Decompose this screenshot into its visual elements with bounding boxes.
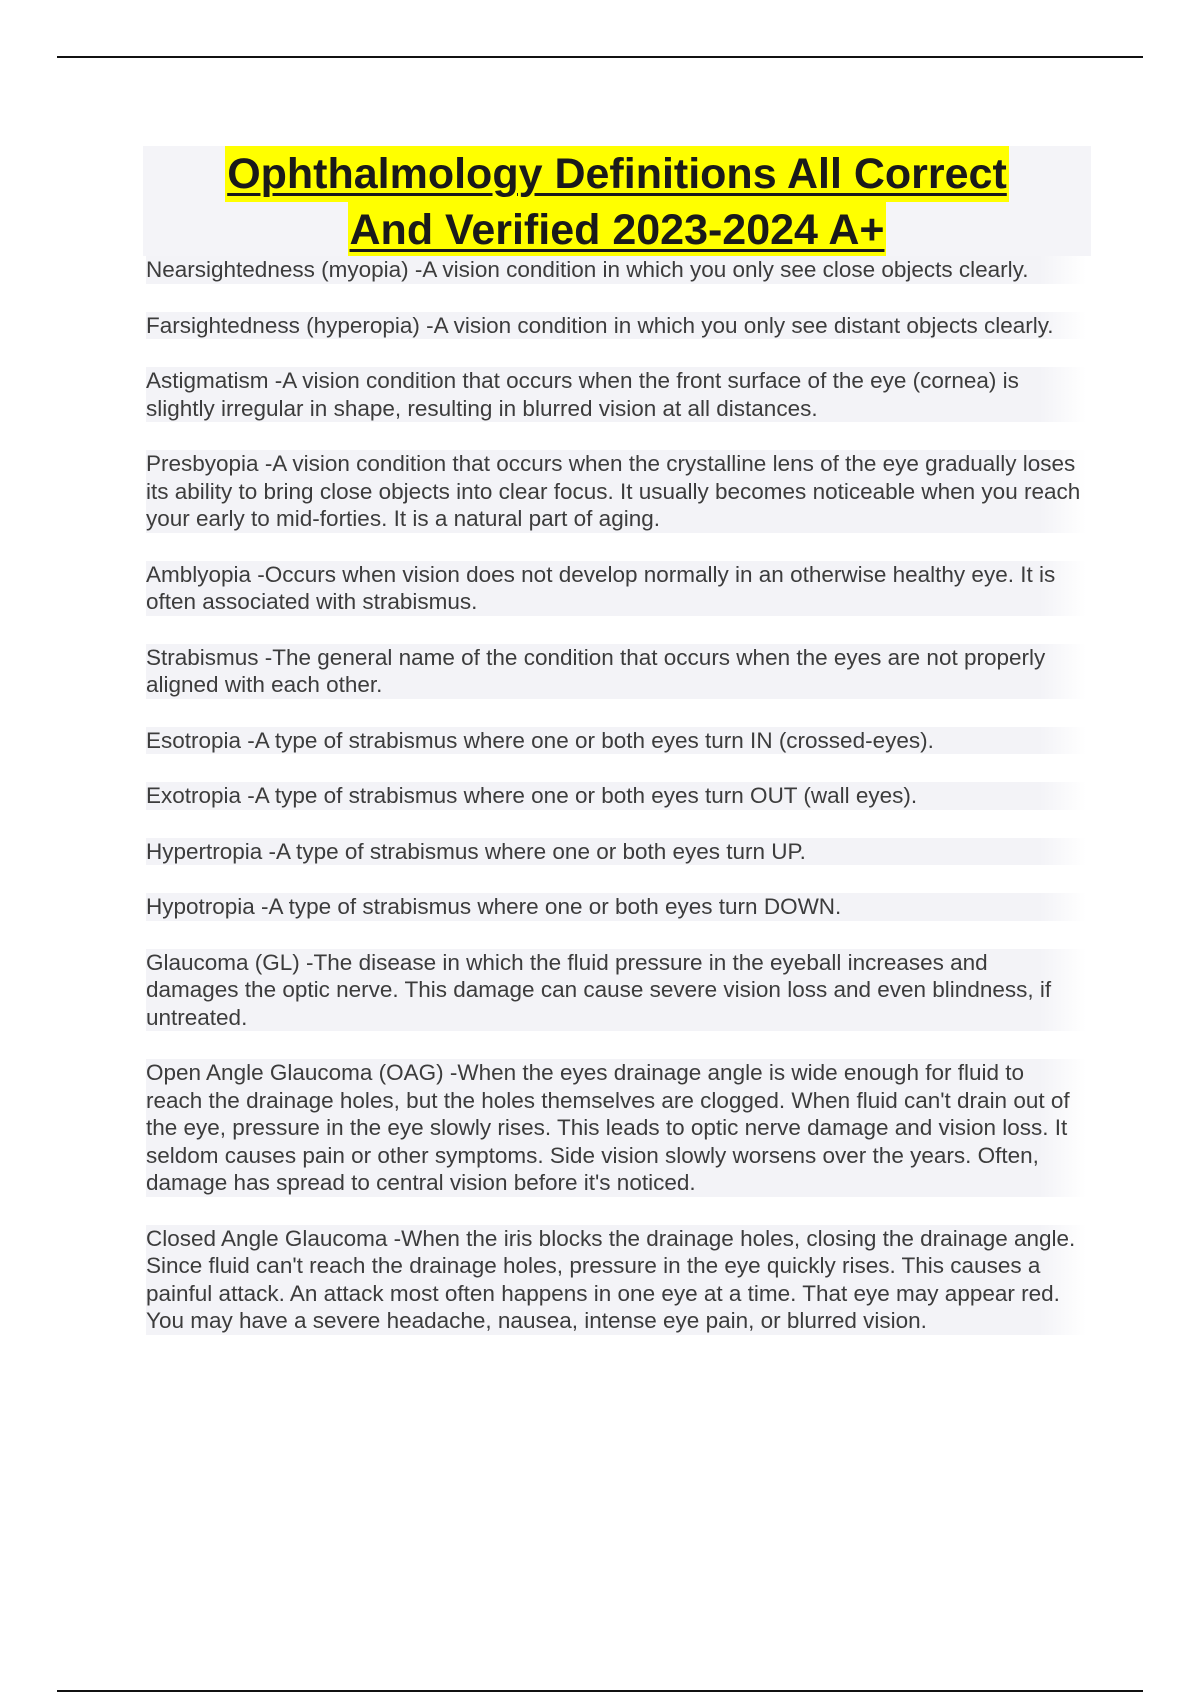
definition-entry: Farsightedness (hyperopia) -A vision condition in which you only see distant objects clearly. xyxy=(146,312,1086,340)
definition-entry: Strabismus -The general name of the condition that occurs when the eyes are not properly aligned with each other. xyxy=(146,644,1086,699)
definition-entry: Nearsightedness (myopia) -A vision condition in which you only see close objects clearly. xyxy=(146,256,1086,284)
definition-entry: Esotropia -A type of strabismus where one or both eyes turn IN (crossed-eyes). xyxy=(146,727,1086,755)
definition-entry: Presbyopia -A vision condition that occurs when the crystalline lens of the eye gradually loses its ability to bring close objects into clear focus. It usually becomes noticeable when you reach your early to mid-forties. It is a natural part of aging. xyxy=(146,450,1086,533)
definition-entry: Exotropia -A type of strabismus where one or both eyes turn OUT (wall eyes). xyxy=(146,782,1086,810)
definition-entry: Hypertropia -A type of strabismus where one or both eyes turn UP. xyxy=(146,838,1086,866)
definition-entry: Amblyopia -Occurs when vision does not develop normally in an otherwise healthy eye. It is often associated with strabismus. xyxy=(146,561,1086,616)
definition-entry: Closed Angle Glaucoma -When the iris blocks the drainage holes, closing the drainage angle. Since fluid can't reach the drainage holes, pressure in the eye quickly rises. This causes a painful attack. An attack most often happens in one eye at a time. That eye may appear red. You may have a severe headache, nausea, intense eye pain, or blurred vision. xyxy=(146,1225,1086,1335)
top-rule xyxy=(57,56,1143,58)
definitions-list xyxy=(146,256,1086,1363)
definition-entry: Astigmatism -A vision condition that occurs when the front surface of the eye (cornea) is slightly irregular in shape, resulting in blurred vision at all distances. xyxy=(146,367,1086,422)
title-line-1: Ophthalmology Definitions All Correct xyxy=(225,146,1009,202)
definition-entry: Glaucoma (GL) -The disease in which the fluid pressure in the eyeball increases and damages the optic nerve. This damage can cause severe vision loss and even blindness, if untreated. xyxy=(146,949,1086,1032)
definition-entry: Open Angle Glaucoma (OAG) -When the eyes drainage angle is wide enough for fluid to reach the drainage holes, but the holes themselves are clogged. When fluid can't drain out of the eye, pressure in the eye slowly rises. This leads to optic nerve damage and vision loss. It seldom causes pain or other symptoms. Side vision slowly worsens over the years. Often, damage has spread to central vision before it's noticed. xyxy=(146,1059,1086,1197)
page-title xyxy=(143,146,1091,256)
bottom-rule xyxy=(57,1690,1143,1692)
title-line-2: And Verified 2023-2024 A+ xyxy=(348,202,887,258)
definition-entry: Hypotropia -A type of strabismus where one or both eyes turn DOWN. xyxy=(146,893,1086,921)
